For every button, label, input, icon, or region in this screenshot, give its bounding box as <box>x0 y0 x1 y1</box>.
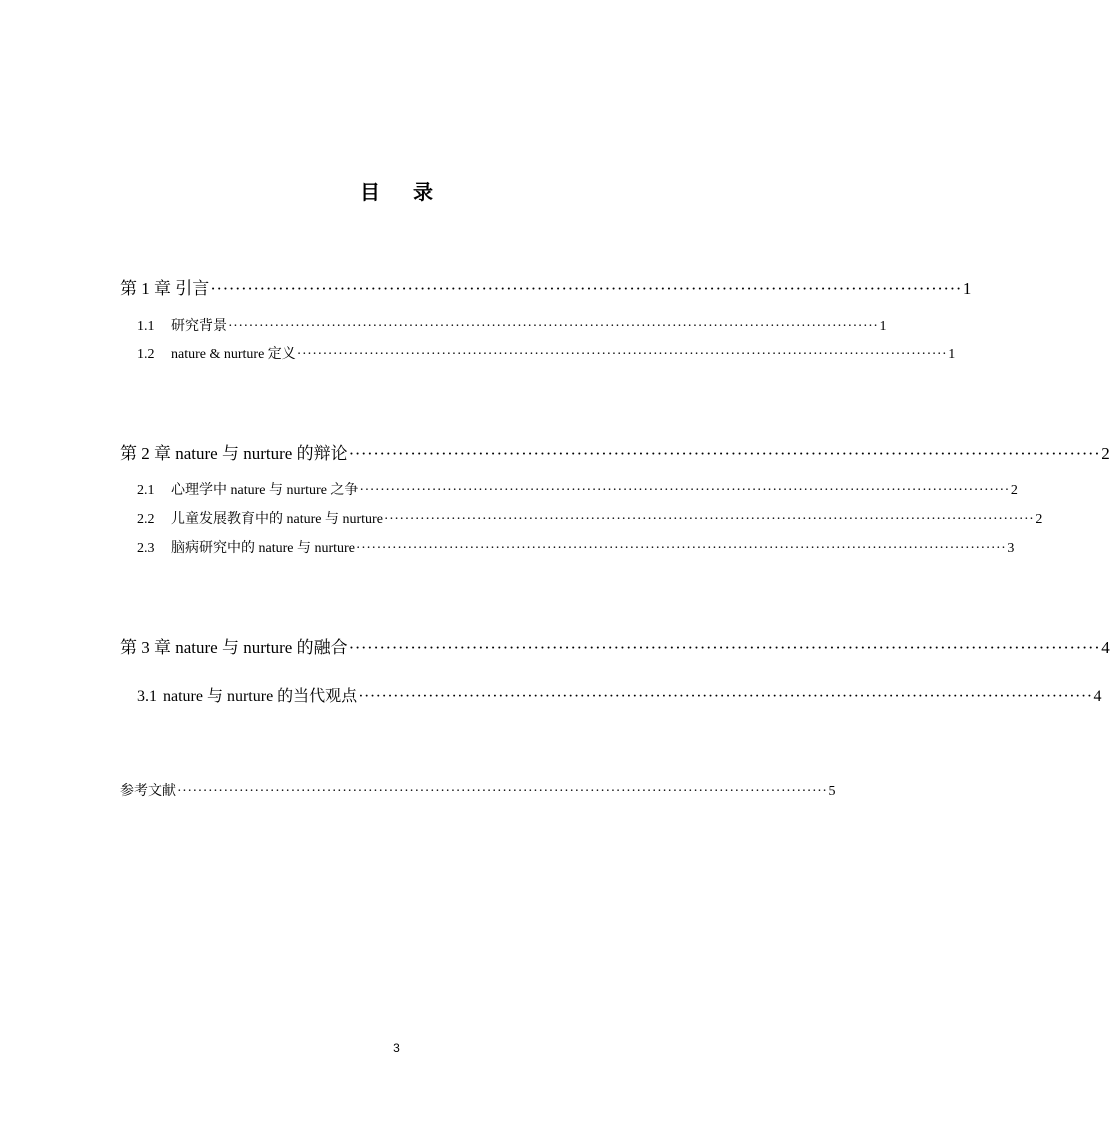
toc-section-3-1[interactable] <box>137 683 1102 706</box>
section-number: 1.1 <box>137 319 155 334</box>
toc-section-2-2[interactable] <box>137 508 1043 528</box>
toc-chapter-1[interactable] <box>120 274 972 299</box>
toc-section-1-2[interactable] <box>137 343 956 363</box>
dot-leader: ·························································································································· <box>348 638 1101 657</box>
section-page: 1 <box>879 319 887 334</box>
dot-leader: ·························································································································· <box>348 444 1101 463</box>
section-title: 脑病研究中的 nature 与 nurture <box>171 541 355 556</box>
section-page: 3 <box>1007 541 1015 556</box>
section-title: 研究背景 <box>171 319 227 334</box>
toc-section-1-1[interactable] <box>137 315 887 335</box>
section-title: 心理学中 nature 与 nurture 之争 <box>171 483 359 498</box>
dot-leader: ······························································································································ <box>358 688 1093 705</box>
references-label: 参考文献 <box>120 784 176 799</box>
section-page: 2 <box>1010 483 1018 498</box>
toc-chapter-3-page: 4 <box>1101 638 1110 657</box>
toc-section-2-1[interactable] <box>137 479 1018 499</box>
section-title: nature & nurture 定义 <box>171 347 296 362</box>
dot-leader: ······························································································································ <box>296 347 948 362</box>
section-number: 2.3 <box>137 541 155 556</box>
section-number: 3.1 <box>137 688 157 705</box>
references-page: 5 <box>828 784 836 799</box>
dot-leader: ······························································································································ <box>177 784 828 799</box>
dot-leader: ······························································································································ <box>383 512 1035 527</box>
section-page: 1 <box>948 347 956 362</box>
toc-section-2-3[interactable] <box>137 537 1015 557</box>
section-number: 2.2 <box>137 512 155 527</box>
toc-chapter-2[interactable] <box>120 439 1110 464</box>
dot-leader: ······························································································································ <box>359 483 1010 498</box>
toc-chapter-2-page: 2 <box>1101 444 1110 463</box>
toc-chapter-3-label: 第 3 章 nature 与 nurture 的融合 <box>120 638 348 657</box>
dot-leader: ······························································································································ <box>355 541 1007 556</box>
section-number: 1.2 <box>137 347 155 362</box>
toc-chapter-3[interactable] <box>120 633 1110 658</box>
toc-chapter-1-label: 第 1 章 引言 <box>120 279 210 298</box>
toc-chapter-1-page: 1 <box>962 279 972 298</box>
toc-title: 目 录 <box>360 182 447 204</box>
dot-leader: ······························································································································ <box>228 319 879 334</box>
page-number: 3 <box>393 1041 400 1055</box>
toc-references[interactable] <box>120 780 836 800</box>
toc-chapter-2-label: 第 2 章 nature 与 nurture 的辩论 <box>120 444 348 463</box>
section-page: 4 <box>1093 688 1102 705</box>
section-page: 2 <box>1035 512 1043 527</box>
dot-leader: ·························································································································· <box>210 279 962 298</box>
section-title: nature 与 nurture 的当代观点 <box>163 688 358 705</box>
section-title: 儿童发展教育中的 nature 与 nurture <box>171 512 383 527</box>
section-number: 2.1 <box>137 483 155 498</box>
